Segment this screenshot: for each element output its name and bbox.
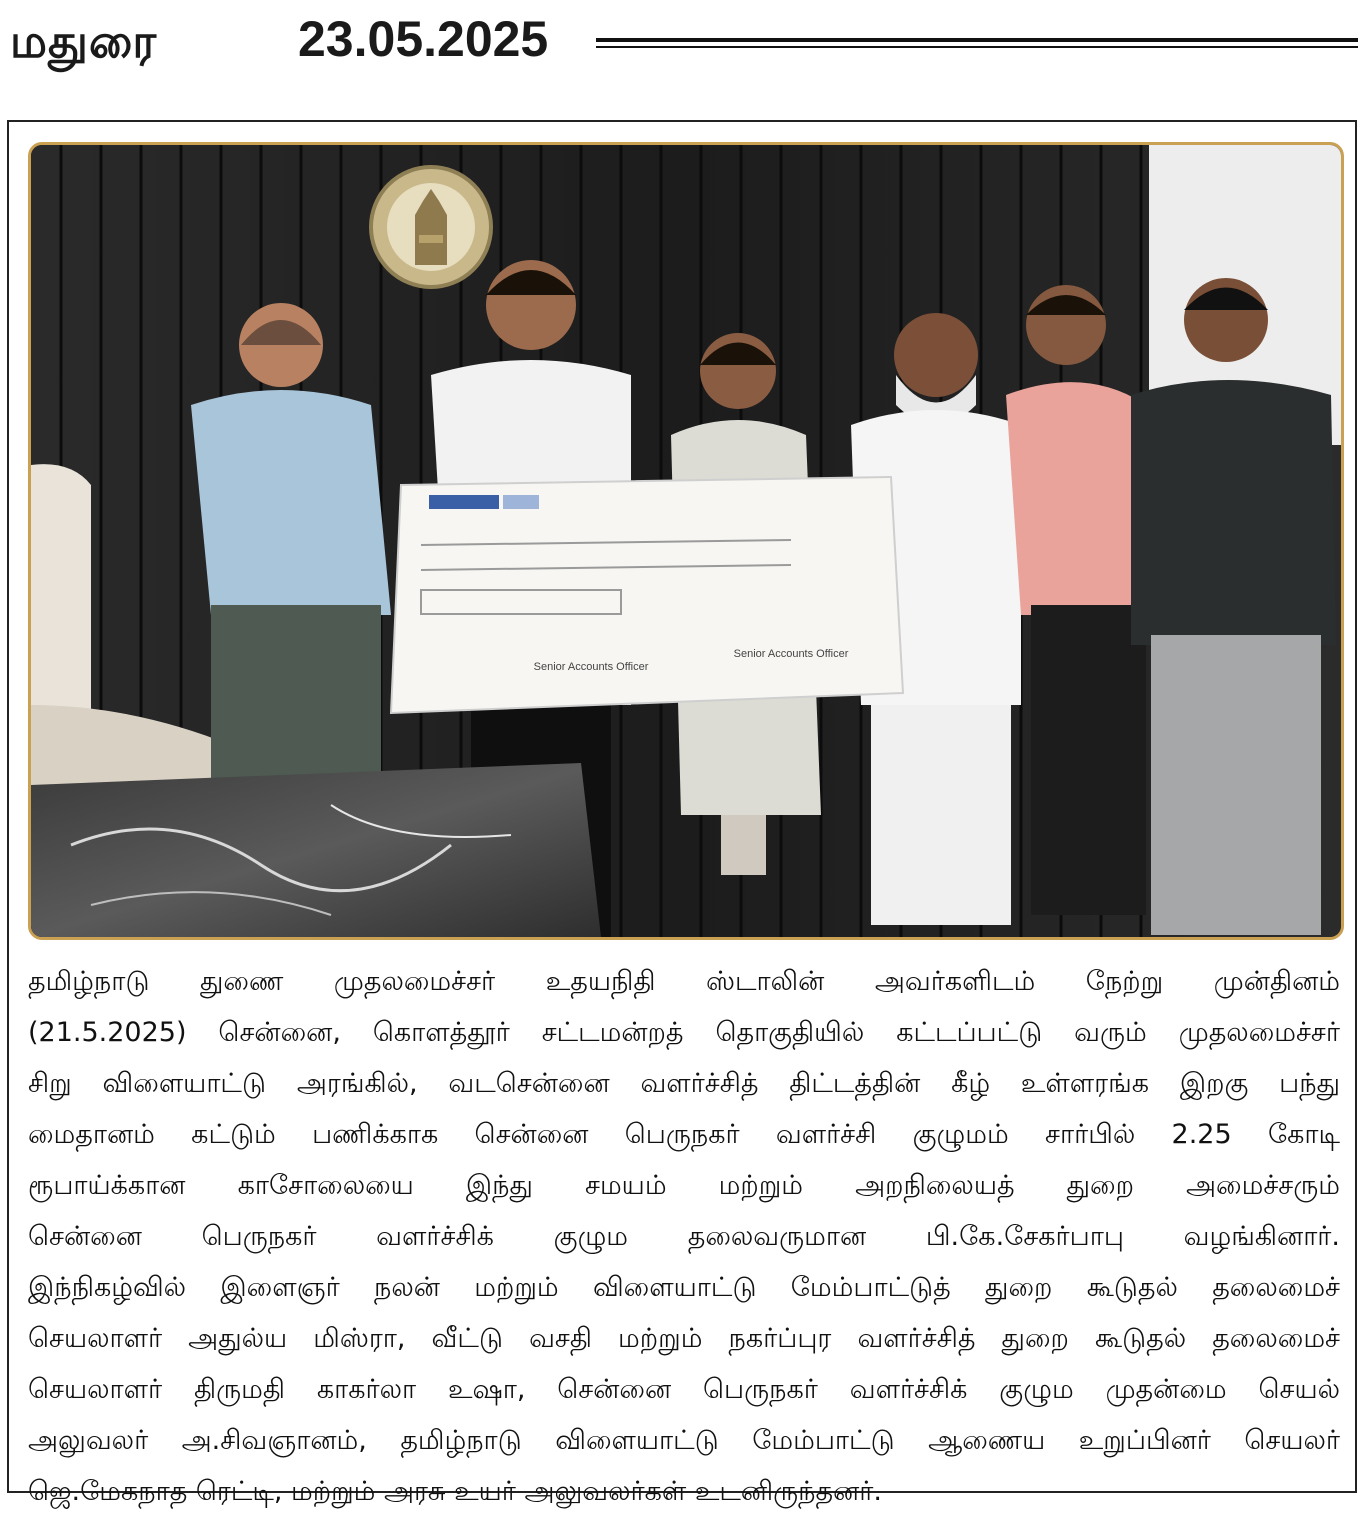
article-line: அலுவலர் அ.சிவஞானம், தமிழ்நாடு விளையாட்டு மேம்பாட்டு ஆணைய உறுப்பினர் செயலர் xyxy=(28,1425,1340,1456)
article-line: செயலாளர் அதுல்ய மிஸ்ரா, வீட்டு வசதி மற்றும் நகர்ப்புர வளர்ச்சித் துறை கூடுதல் தலைமைச் xyxy=(28,1323,1340,1354)
article-line: இந்நிகழ்வில் இளைஞர் நலன் மற்றும் விளையாட்டு மேம்பாட்டுத் துறை கூடுதல் தலைமைச் xyxy=(28,1272,1340,1303)
cheque-signatory-right: Senior Accounts Officer xyxy=(733,648,849,660)
edition-date: 23.05.2025 xyxy=(298,11,549,67)
article-line: ஜெ.மேகநாத ரெட்டி, மற்றும் அரசு உயர் அலுவலர்கள் உடனிருந்தனர். xyxy=(28,1476,882,1507)
ceremonial-cheque xyxy=(391,477,903,713)
article-line: செயலாளர் திருமதி காகர்லா உஷா, சென்னை பெருநகர் வளர்ச்சிக் குழும முதன்மை செயல் xyxy=(28,1374,1340,1405)
article-line: மைதானம் கட்டும் பணிக்காக சென்னை பெருநகர் வளர்ச்சி குழுமம் சார்பில் 2.25 கோடி xyxy=(28,1119,1340,1150)
article-line: (21.5.2025) சென்னை, கொளத்தூர் சட்டமன்றத் தொகுதியில் கட்டப்பட்டு வரும் முதலமைச்சர் xyxy=(28,1017,1340,1048)
article-line: சென்னை பெருநகர் வளர்ச்சிக் குழும தலைவருமான பி.கே.சேகர்பாபு வழங்கினார். xyxy=(28,1221,1340,1252)
tamil-nadu-emblem xyxy=(371,167,491,287)
cheque-signatory-left: Senior Accounts Officer xyxy=(533,661,649,673)
edition-city: மதுரை xyxy=(10,14,158,68)
news-photo xyxy=(28,142,1344,940)
masthead-rule xyxy=(596,38,1358,50)
article-line: சிறு விளையாட்டு அரங்கில், வடசென்னை வளர்ச்சித் திட்டத்தின் கீழ் உள்ளரங்க இறகு பந்து xyxy=(28,1068,1340,1099)
article-body xyxy=(28,956,1340,1517)
masthead xyxy=(0,0,1366,110)
article-line: ரூபாய்க்கான காசோலையை இந்து சமயம் மற்றும் அறநிலையத் துறை அமைச்சரும் xyxy=(28,1170,1340,1201)
article-line: தமிழ்நாடு துணை முதலமைச்சர் உதயநிதி ஸ்டாலின் அவர்களிடம் நேற்று முன்தினம் xyxy=(28,966,1340,997)
marble-table xyxy=(31,763,601,937)
